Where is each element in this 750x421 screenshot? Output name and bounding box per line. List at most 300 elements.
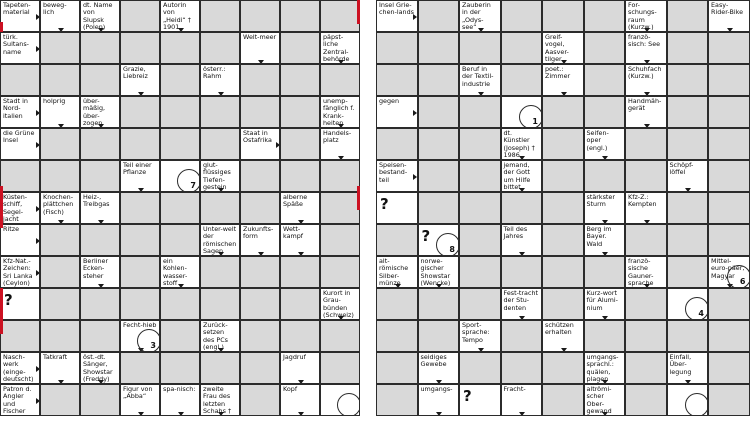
- right-answer-cell-r3-c8[interactable]: [708, 96, 750, 128]
- right-answer-cell-r5-c8[interactable]: [708, 160, 750, 192]
- right-answer-cell-r11-c4[interactable]: [542, 352, 584, 384]
- left-answer-cell-r2-c1[interactable]: [40, 64, 80, 96]
- right-question-cell-r12-c2[interactable]: [459, 384, 501, 416]
- clue-text: zweite Frau des letzten Schahs †: [203, 385, 232, 415]
- right-answer-cell-r7-c8[interactable]: [708, 224, 750, 256]
- left-clue-cell-r0-c4[interactable]: [160, 0, 200, 32]
- left-answer-cell-r4-c1[interactable]: [40, 128, 80, 160]
- left-clue-cell-r3-c1[interactable]: [40, 96, 80, 128]
- left-answer-cell-r10-c8[interactable]: [320, 320, 360, 352]
- solution-circle: [727, 265, 750, 288]
- right-answer-cell-r12-c8[interactable]: [708, 384, 750, 416]
- clue-text: Teil des Jahres: [503, 225, 528, 241]
- left-answer-cell-r7-c2[interactable]: [80, 224, 120, 256]
- right-answer-cell-r0-c3[interactable]: [501, 0, 543, 32]
- right-answer-cell-r5-c6[interactable]: [625, 160, 667, 192]
- right-answer-cell-r12-c0[interactable]: [376, 384, 418, 416]
- right-answer-cell-r0-c5[interactable]: [584, 0, 626, 32]
- left-answer-cell-r12-c6[interactable]: [240, 384, 280, 416]
- right-answer-cell-r6-c7[interactable]: [667, 192, 709, 224]
- right-answer-cell-r9-c6[interactable]: [625, 288, 667, 320]
- left-answer-cell-r9-c2[interactable]: [80, 288, 120, 320]
- arrow-down-icon: [436, 412, 442, 416]
- right-answer-cell-r0-c1[interactable]: [418, 0, 460, 32]
- right-answer-cell-r3-c2[interactable]: [459, 96, 501, 128]
- right-clue-cell-r6-c6[interactable]: [625, 192, 667, 224]
- right-clue-cell-r0-c0[interactable]: [376, 0, 418, 32]
- arrow-down-icon: [58, 220, 64, 224]
- solution-number: 7: [190, 181, 196, 190]
- right-answer-cell-r7-c4[interactable]: [542, 224, 584, 256]
- right-clue-cell-r8-c8[interactable]: [708, 256, 750, 288]
- right-answer-cell-r11-c3[interactable]: [501, 352, 543, 384]
- clue-text: Insel Grie-chen-lands: [379, 1, 414, 17]
- left-answer-cell-r9-c7[interactable]: [280, 288, 320, 320]
- right-answer-cell-r1-c1[interactable]: [418, 32, 460, 64]
- clue-text: Einfall, Über-legung: [669, 353, 692, 376]
- left-clue-cell-r6-c1[interactable]: [40, 192, 80, 224]
- left-answer-cell-r7-c3[interactable]: [120, 224, 160, 256]
- left-clue-cell-r12-c5[interactable]: [200, 384, 240, 416]
- clue-text: For-schungs-raum (Kurzw.): [628, 1, 657, 31]
- right-answer-cell-r11-c0[interactable]: [376, 352, 418, 384]
- right-answer-cell-r1-c2[interactable]: [459, 32, 501, 64]
- arrow-down-icon: [478, 348, 484, 352]
- left-answer-cell-r3-c7[interactable]: [280, 96, 320, 128]
- clue-text: französisch: See: [628, 33, 661, 49]
- right-clue-cell-r1-c6[interactable]: [625, 32, 667, 64]
- clue-text: die Grüne Insel: [3, 129, 35, 145]
- right-answer-cell-r2-c1[interactable]: [418, 64, 460, 96]
- left-answer-cell-r8-c1[interactable]: [40, 256, 80, 288]
- left-answer-cell-r5-c1[interactable]: [40, 160, 80, 192]
- right-answer-cell-r2-c5[interactable]: [584, 64, 626, 96]
- left-clue-cell-r12-c3[interactable]: [120, 384, 160, 416]
- right-answer-cell-r8-c2[interactable]: [459, 256, 501, 288]
- left-question-cell-r9-c0[interactable]: [0, 288, 40, 320]
- right-question-cell-r6-c0[interactable]: [376, 192, 418, 224]
- clue-text: Welt-meer: [243, 33, 277, 41]
- right-answer-cell-r4-c7[interactable]: [667, 128, 709, 160]
- right-answer-cell-r1-c0[interactable]: [376, 32, 418, 64]
- left-answer-cell-r7-c1[interactable]: [40, 224, 80, 256]
- left-answer-cell-r6-c6[interactable]: [240, 192, 280, 224]
- right-answer-cell-r8-c3[interactable]: [501, 256, 543, 288]
- clue-text: Zukunfts-form: [243, 225, 274, 241]
- left-answer-cell-r1-c7[interactable]: [280, 32, 320, 64]
- right-clue-cell-r10-c2[interactable]: [459, 320, 501, 352]
- right-clue-cell-r3-c0[interactable]: [376, 96, 418, 128]
- clue-text: Berliner Ecken-steher: [83, 257, 109, 280]
- left-answer-cell-r10-c7[interactable]: [280, 320, 320, 352]
- right-answer-cell-r1-c5[interactable]: [584, 32, 626, 64]
- left-clue-cell-r11-c1[interactable]: [40, 352, 80, 384]
- right-clue-cell-r11-c1[interactable]: [418, 352, 460, 384]
- right-answer-cell-r12-c7[interactable]: [667, 384, 709, 416]
- left-answer-cell-r11-c4[interactable]: [160, 352, 200, 384]
- left-answer-cell-r6-c4[interactable]: [160, 192, 200, 224]
- right-answer-cell-r7-c0[interactable]: [376, 224, 418, 256]
- arrow-down-icon: [258, 252, 264, 256]
- left-clue-cell-r9-c8[interactable]: [320, 288, 360, 320]
- left-answer-cell-r3-c6[interactable]: [240, 96, 280, 128]
- left-clue-cell-r6-c7[interactable]: [280, 192, 320, 224]
- right-answer-cell-r9-c1[interactable]: [418, 288, 460, 320]
- left-clue-cell-r3-c0[interactable]: [0, 96, 40, 128]
- arrow-down-icon: [98, 28, 104, 32]
- arrow-down-icon: [58, 380, 64, 384]
- right-answer-cell-r11-c6[interactable]: [625, 352, 667, 384]
- right-answer-cell-r9-c4[interactable]: [542, 288, 584, 320]
- right-clue-cell-r0-c8[interactable]: [708, 0, 750, 32]
- left-answer-cell-r10-c0[interactable]: [0, 320, 40, 352]
- clue-text: Ritze: [3, 225, 20, 233]
- right-answer-cell-r10-c0[interactable]: [376, 320, 418, 352]
- left-answer-cell-r8-c6[interactable]: [240, 256, 280, 288]
- right-clue-cell-r9-c3[interactable]: [501, 288, 543, 320]
- right-clue-cell-r7-c3[interactable]: [501, 224, 543, 256]
- clue-text: Küsten-schiff, Segel-jacht: [3, 193, 28, 223]
- right-answer-cell-r7-c6[interactable]: [625, 224, 667, 256]
- right-answer-cell-r1-c7[interactable]: [667, 32, 709, 64]
- left-clue-cell-r0-c0[interactable]: [0, 0, 40, 32]
- left-answer-cell-r1-c4[interactable]: [160, 32, 200, 64]
- right-clue-cell-r4-c3[interactable]: [501, 128, 543, 160]
- left-clue-cell-r4-c6[interactable]: [240, 128, 280, 160]
- left-answer-cell-r2-c0[interactable]: [0, 64, 40, 96]
- arrow-down-icon: [602, 220, 608, 224]
- left-answer-cell-r5-c7[interactable]: [280, 160, 320, 192]
- right-answer-cell-r4-c8[interactable]: [708, 128, 750, 160]
- left-answer-cell-r11-c5[interactable]: [200, 352, 240, 384]
- right-crossword-grid[interactable]: [376, 0, 750, 421]
- left-answer-cell-r12-c1[interactable]: [40, 384, 80, 416]
- clue-text: dt. Name von Slupsk (Polen): [83, 1, 113, 31]
- right-clue-cell-r2-c6[interactable]: [625, 64, 667, 96]
- clue-text: Jagdruf: [283, 353, 306, 361]
- clue-text: Tatkraft: [43, 353, 68, 361]
- clue-text: Seifen-oper (engl.): [586, 129, 609, 152]
- left-answer-cell-r8-c5[interactable]: [200, 256, 240, 288]
- arrow-down-icon: [644, 220, 650, 224]
- left-answer-cell-r11-c6[interactable]: [240, 352, 280, 384]
- left-answer-cell-r9-c4[interactable]: [160, 288, 200, 320]
- right-clue-cell-r3-c6[interactable]: [625, 96, 667, 128]
- left-clue-cell-r10-c5[interactable]: [200, 320, 240, 352]
- left-answer-cell-r1-c2[interactable]: [80, 32, 120, 64]
- solution-number: 8: [449, 245, 455, 254]
- left-answer-cell-r6-c3[interactable]: [120, 192, 160, 224]
- left-clue-cell-r8-c2[interactable]: [80, 256, 120, 288]
- clue-text: stärkster Sturm: [586, 193, 615, 209]
- left-clue-cell-r12-c4[interactable]: [160, 384, 200, 416]
- left-answer-cell-r6-c5[interactable]: [200, 192, 240, 224]
- right-clue-cell-r5-c0[interactable]: [376, 160, 418, 192]
- left-crossword-grid[interactable]: [0, 0, 360, 421]
- left-clue-cell-r1-c8[interactable]: [320, 32, 360, 64]
- left-clue-cell-r1-c6[interactable]: [240, 32, 280, 64]
- arrow-down-icon: [436, 380, 442, 384]
- right-clue-cell-r5-c3[interactable]: [501, 160, 543, 192]
- left-answer-cell-r2-c4[interactable]: [160, 64, 200, 96]
- right-answer-cell-r10-c8[interactable]: [708, 320, 750, 352]
- solution-number: 4: [698, 309, 704, 318]
- right-answer-cell-r3-c3[interactable]: [501, 96, 543, 128]
- left-answer-cell-r0-c8[interactable]: [320, 0, 360, 32]
- left-clue-cell-r12-c7[interactable]: [280, 384, 320, 416]
- right-answer-cell-r0-c4[interactable]: [542, 0, 584, 32]
- left-clue-cell-r2-c5[interactable]: [200, 64, 240, 96]
- right-question-cell-r7-c1[interactable]: [418, 224, 460, 256]
- right-clue-cell-r2-c2[interactable]: [459, 64, 501, 96]
- left-clue-cell-r6-c0[interactable]: [0, 192, 40, 224]
- clue-text: Heiz-, Treibgas: [83, 193, 110, 209]
- left-answer-cell-r5-c6[interactable]: [240, 160, 280, 192]
- right-answer-cell-r10-c7[interactable]: [667, 320, 709, 352]
- right-answer-cell-r5-c2[interactable]: [459, 160, 501, 192]
- left-answer-cell-r11-c3[interactable]: [120, 352, 160, 384]
- right-answer-cell-r12-c4[interactable]: [542, 384, 584, 416]
- left-answer-cell-r10-c6[interactable]: [240, 320, 280, 352]
- right-clue-cell-r12-c1[interactable]: [418, 384, 460, 416]
- right-clue-cell-r8-c6[interactable]: [625, 256, 667, 288]
- right-answer-cell-r2-c7[interactable]: [667, 64, 709, 96]
- left-answer-cell-r8-c8[interactable]: [320, 256, 360, 288]
- left-clue-cell-r10-c3[interactable]: [120, 320, 160, 352]
- clue-text: österr.: Rahm: [203, 65, 226, 81]
- right-clue-cell-r8-c1[interactable]: [418, 256, 460, 288]
- clue-text: dt. Künstler (Joseph) † 1986: [503, 129, 535, 159]
- right-answer-cell-r6-c2[interactable]: [459, 192, 501, 224]
- right-answer-cell-r4-c2[interactable]: [459, 128, 501, 160]
- left-answer-cell-r4-c5[interactable]: [200, 128, 240, 160]
- left-answer-cell-r4-c3[interactable]: [120, 128, 160, 160]
- left-answer-cell-r9-c3[interactable]: [120, 288, 160, 320]
- right-answer-cell-r9-c8[interactable]: [708, 288, 750, 320]
- right-answer-cell-r6-c3[interactable]: [501, 192, 543, 224]
- solution-circle: [337, 393, 360, 416]
- left-answer-cell-r3-c3[interactable]: [120, 96, 160, 128]
- left-answer-cell-r5-c0[interactable]: [0, 160, 40, 192]
- right-clue-cell-r6-c5[interactable]: [584, 192, 626, 224]
- right-answer-cell-r2-c0[interactable]: [376, 64, 418, 96]
- right-answer-cell-r9-c7[interactable]: [667, 288, 709, 320]
- left-answer-cell-r2-c7[interactable]: [280, 64, 320, 96]
- left-clue-cell-r2-c3[interactable]: [120, 64, 160, 96]
- right-answer-cell-r3-c4[interactable]: [542, 96, 584, 128]
- arrow-right-icon: [36, 206, 40, 212]
- arrow-down-icon: [602, 380, 608, 384]
- left-answer-cell-r3-c5[interactable]: [200, 96, 240, 128]
- right-answer-cell-r4-c6[interactable]: [625, 128, 667, 160]
- left-answer-cell-r6-c8[interactable]: [320, 192, 360, 224]
- right-answer-cell-r10-c3[interactable]: [501, 320, 543, 352]
- left-clue-cell-r8-c4[interactable]: [160, 256, 200, 288]
- right-answer-cell-r4-c0[interactable]: [376, 128, 418, 160]
- right-answer-cell-r10-c1[interactable]: [418, 320, 460, 352]
- left-clue-cell-r7-c0[interactable]: [0, 224, 40, 256]
- left-answer-cell-r9-c5[interactable]: [200, 288, 240, 320]
- left-clue-cell-r3-c2[interactable]: [80, 96, 120, 128]
- left-answer-cell-r10-c1[interactable]: [40, 320, 80, 352]
- left-answer-cell-r0-c5[interactable]: [200, 0, 240, 32]
- left-answer-cell-r9-c6[interactable]: [240, 288, 280, 320]
- left-answer-cell-r11-c8[interactable]: [320, 352, 360, 384]
- left-clue-cell-r0-c2[interactable]: [80, 0, 120, 32]
- right-answer-cell-r2-c3[interactable]: [501, 64, 543, 96]
- left-clue-cell-r6-c2[interactable]: [80, 192, 120, 224]
- right-answer-cell-r3-c7[interactable]: [667, 96, 709, 128]
- arrow-down-icon: [644, 92, 650, 96]
- right-answer-cell-r7-c7[interactable]: [667, 224, 709, 256]
- right-answer-cell-r9-c2[interactable]: [459, 288, 501, 320]
- left-answer-cell-r9-c1[interactable]: [40, 288, 80, 320]
- arrow-down-icon: [478, 92, 484, 96]
- arrow-down-icon: [478, 28, 484, 32]
- right-answer-cell-r6-c8[interactable]: [708, 192, 750, 224]
- left-answer-cell-r1-c1[interactable]: [40, 32, 80, 64]
- right-answer-cell-r2-c8[interactable]: [708, 64, 750, 96]
- left-clue-cell-r0-c1[interactable]: [40, 0, 80, 32]
- page-gutter: [360, 0, 376, 421]
- right-answer-cell-r5-c1[interactable]: [418, 160, 460, 192]
- left-answer-cell-r12-c8[interactable]: [320, 384, 360, 416]
- red-accent-left-top: [0, 22, 3, 32]
- left-clue-cell-r1-c0[interactable]: [0, 32, 40, 64]
- clue-text: über-mäßig, über-zogen: [83, 97, 106, 127]
- left-answer-cell-r10-c2[interactable]: [80, 320, 120, 352]
- right-clue-cell-r12-c5[interactable]: [584, 384, 626, 416]
- left-clue-cell-r11-c2[interactable]: [80, 352, 120, 384]
- right-answer-cell-r1-c8[interactable]: [708, 32, 750, 64]
- right-clue-cell-r11-c5[interactable]: [584, 352, 626, 384]
- left-clue-cell-r7-c7[interactable]: [280, 224, 320, 256]
- clue-text: umgangs-: [420, 385, 453, 393]
- arrow-down-icon: [98, 220, 104, 224]
- left-clue-cell-r5-c5[interactable]: [200, 160, 240, 192]
- right-answer-cell-r6-c4[interactable]: [542, 192, 584, 224]
- arrow-down-icon: [602, 412, 608, 416]
- left-answer-cell-r3-c4[interactable]: [160, 96, 200, 128]
- right-clue-cell-r10-c4[interactable]: [542, 320, 584, 352]
- left-answer-cell-r5-c8[interactable]: [320, 160, 360, 192]
- right-answer-cell-r6-c1[interactable]: [418, 192, 460, 224]
- solution-circle: [685, 297, 708, 320]
- right-answer-cell-r11-c8[interactable]: [708, 352, 750, 384]
- clue-text: Fecht-hieb: [123, 321, 157, 329]
- left-clue-cell-r11-c7[interactable]: [280, 352, 320, 384]
- clue-text: Teil einer Pflanze: [123, 161, 152, 177]
- right-answer-cell-r12-c6[interactable]: [625, 384, 667, 416]
- left-answer-cell-r7-c4[interactable]: [160, 224, 200, 256]
- clue-text: Zurück-setzen des PCs (engl.): [203, 321, 228, 351]
- right-answer-cell-r8-c5[interactable]: [584, 256, 626, 288]
- arrow-down-icon: [298, 412, 304, 416]
- left-answer-cell-r1-c5[interactable]: [200, 32, 240, 64]
- clue-text: Stadt in Nord-italien: [3, 97, 28, 120]
- left-answer-cell-r0-c7[interactable]: [280, 0, 320, 32]
- right-answer-cell-r8-c7[interactable]: [667, 256, 709, 288]
- left-clue-cell-r11-c0[interactable]: [0, 352, 40, 384]
- arrow-down-icon: [436, 284, 442, 288]
- clue-text: Staat in Ostafrika: [243, 129, 272, 145]
- right-answer-cell-r5-c4[interactable]: [542, 160, 584, 192]
- right-clue-cell-r5-c7[interactable]: [667, 160, 709, 192]
- right-answer-cell-r7-c2[interactable]: [459, 224, 501, 256]
- clue-text: Kopf: [283, 385, 298, 393]
- clue-text: französische Gauner-sprache: [628, 257, 654, 287]
- right-clue-cell-r1-c4[interactable]: [542, 32, 584, 64]
- left-answer-cell-r2-c6[interactable]: [240, 64, 280, 96]
- left-answer-cell-r2-c8[interactable]: [320, 64, 360, 96]
- left-clue-cell-r7-c5[interactable]: [200, 224, 240, 256]
- left-clue-cell-r4-c8[interactable]: [320, 128, 360, 160]
- right-answer-cell-r4-c1[interactable]: [418, 128, 460, 160]
- right-answer-cell-r3-c5[interactable]: [584, 96, 626, 128]
- left-answer-cell-r0-c6[interactable]: [240, 0, 280, 32]
- left-answer-cell-r4-c2[interactable]: [80, 128, 120, 160]
- arrow-right-icon: [36, 46, 40, 52]
- right-answer-cell-r5-c5[interactable]: [584, 160, 626, 192]
- arrow-down-icon: [519, 252, 525, 256]
- right-clue-cell-r12-c3[interactable]: [501, 384, 543, 416]
- right-answer-cell-r4-c4[interactable]: [542, 128, 584, 160]
- left-answer-cell-r4-c7[interactable]: [280, 128, 320, 160]
- right-answer-cell-r8-c4[interactable]: [542, 256, 584, 288]
- arrow-down-icon: [338, 124, 344, 128]
- left-answer-cell-r7-c8[interactable]: [320, 224, 360, 256]
- left-answer-cell-r5-c2[interactable]: [80, 160, 120, 192]
- left-answer-cell-r8-c3[interactable]: [120, 256, 160, 288]
- left-clue-cell-r3-c8[interactable]: [320, 96, 360, 128]
- right-clue-cell-r8-c0[interactable]: [376, 256, 418, 288]
- clue-text: Handels-platz: [323, 129, 352, 145]
- right-answer-cell-r10-c5[interactable]: [584, 320, 626, 352]
- right-clue-cell-r4-c5[interactable]: [584, 128, 626, 160]
- left-clue-cell-r12-c0[interactable]: [0, 384, 40, 416]
- left-answer-cell-r10-c4[interactable]: [160, 320, 200, 352]
- right-clue-cell-r0-c6[interactable]: [625, 0, 667, 32]
- right-answer-cell-r10-c6[interactable]: [625, 320, 667, 352]
- clue-text: Mittel-euro-päer, Magyar: [711, 257, 745, 280]
- left-answer-cell-r5-c4[interactable]: [160, 160, 200, 192]
- arrow-down-icon: [644, 284, 650, 288]
- right-answer-cell-r1-c3[interactable]: [501, 32, 543, 64]
- right-answer-cell-r11-c2[interactable]: [459, 352, 501, 384]
- right-answer-cell-r3-c1[interactable]: [418, 96, 460, 128]
- left-answer-cell-r8-c7[interactable]: [280, 256, 320, 288]
- left-clue-cell-r4-c0[interactable]: [0, 128, 40, 160]
- right-clue-cell-r9-c5[interactable]: [584, 288, 626, 320]
- right-clue-cell-r0-c2[interactable]: [459, 0, 501, 32]
- left-clue-cell-r8-c0[interactable]: [0, 256, 40, 288]
- right-clue-cell-r11-c7[interactable]: [667, 352, 709, 384]
- left-answer-cell-r0-c3[interactable]: [120, 0, 160, 32]
- right-clue-cell-r2-c4[interactable]: [542, 64, 584, 96]
- left-answer-cell-r1-c3[interactable]: [120, 32, 160, 64]
- left-clue-cell-r7-c6[interactable]: [240, 224, 280, 256]
- left-answer-cell-r4-c4[interactable]: [160, 128, 200, 160]
- right-clue-cell-r7-c5[interactable]: [584, 224, 626, 256]
- left-answer-cell-r2-c2[interactable]: [80, 64, 120, 96]
- arrow-down-icon: [138, 92, 144, 96]
- arrow-down-icon: [338, 316, 344, 320]
- clue-text: ein Kohlen-wasser-stoff: [163, 257, 188, 287]
- left-clue-cell-r5-c3[interactable]: [120, 160, 160, 192]
- right-answer-cell-r0-c7[interactable]: [667, 0, 709, 32]
- right-answer-cell-r9-c0[interactable]: [376, 288, 418, 320]
- left-answer-cell-r12-c2[interactable]: [80, 384, 120, 416]
